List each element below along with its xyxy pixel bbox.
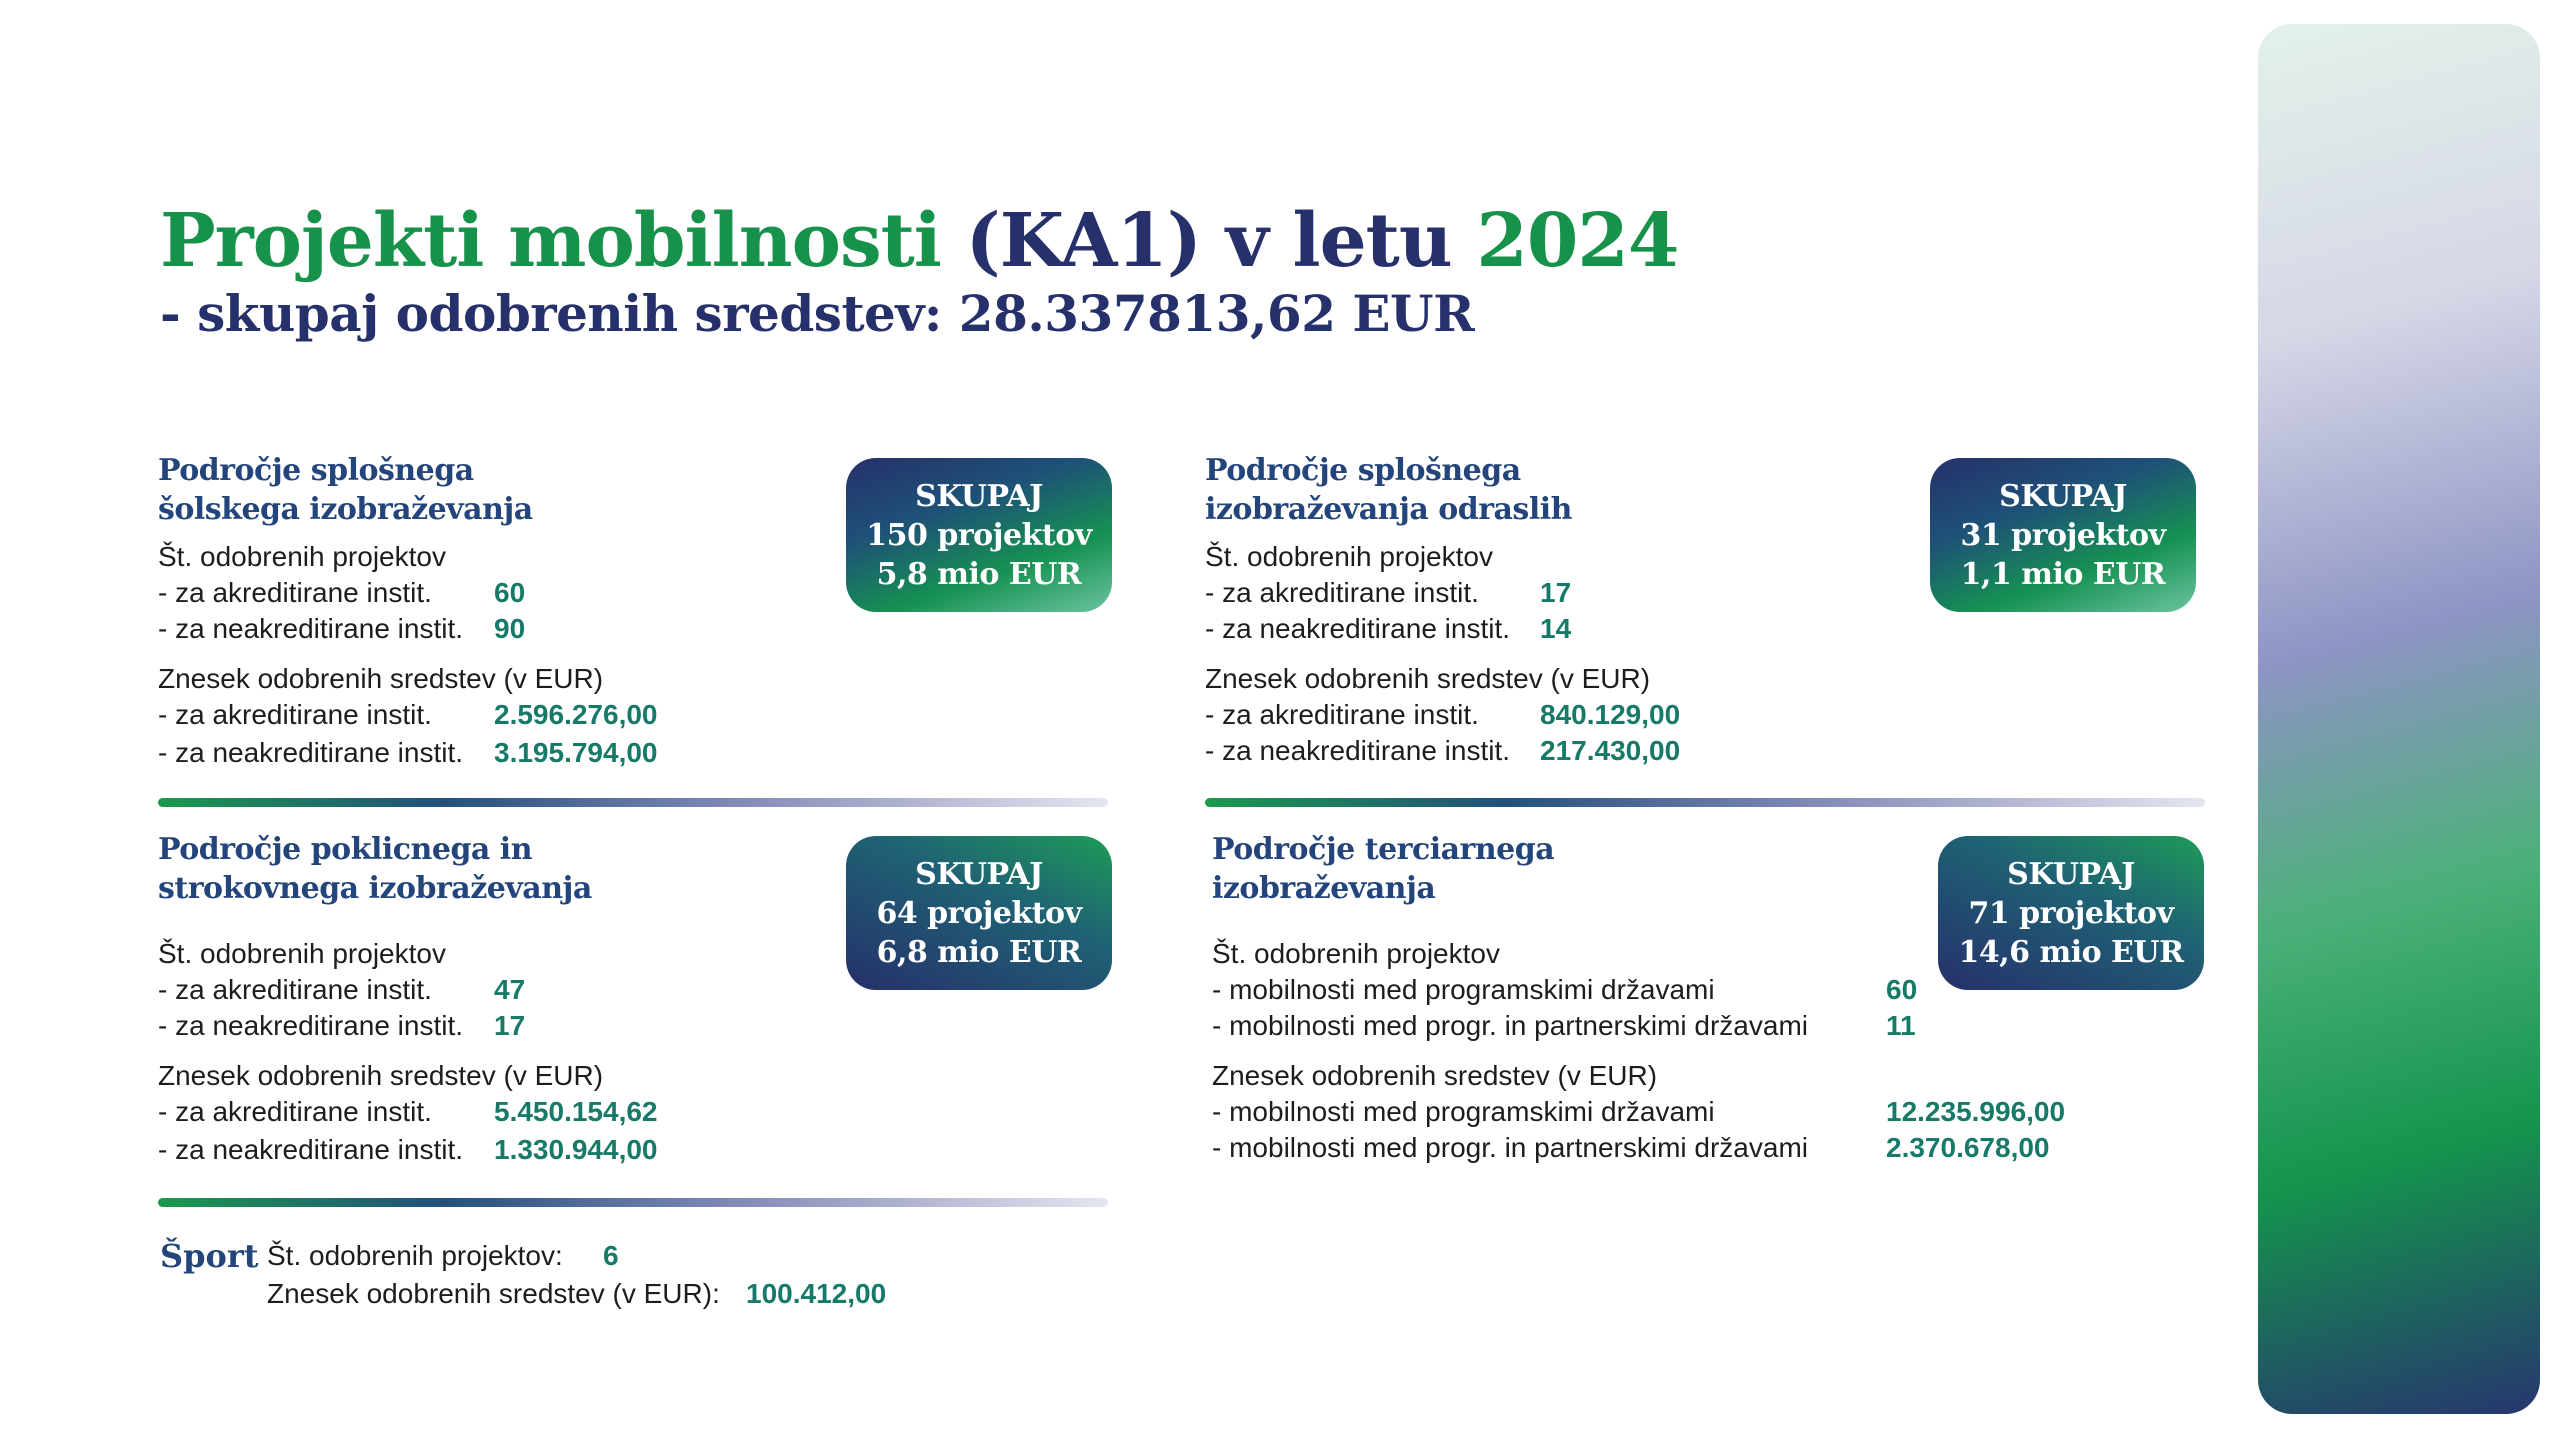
- projects-heading: Št. odobrenih projektov: [158, 541, 446, 572]
- accredited-amount-value: 2.596.276,00: [494, 699, 658, 730]
- non-accredited-projects-value: 90: [494, 613, 526, 644]
- programme-countries-label: - mobilnosti med programskimi državami: [1212, 974, 1715, 1005]
- amount-heading: Znesek odobrenih sredstev (v EUR): [158, 1060, 604, 1091]
- non-accredited-label: - za neakreditirane instit.: [1205, 613, 1511, 644]
- partner-countries-amount-value: 2.370.678,00: [1886, 1132, 2050, 1163]
- title-year: 2024: [1476, 198, 1679, 284]
- sport-projects-label: Št. odobrenih projektov:: [267, 1240, 563, 1271]
- accredited-projects-value: 47: [494, 974, 526, 1005]
- non-accredited-amount-value: 3.195.794,00: [494, 737, 658, 768]
- accredited-amount-value: 5.450.154,62: [494, 1096, 658, 1127]
- section-divider: [1205, 798, 2205, 807]
- programme-countries-projects-value: 60: [1886, 974, 1918, 1005]
- title-part-1: Projekti mobilnosti: [160, 198, 941, 284]
- amount-heading: Znesek odobrenih sredstev (v EUR): [158, 663, 604, 694]
- programme-countries-label: - mobilnosti med programskimi državami: [1212, 1096, 1715, 1127]
- accredited-projects-value: 60: [494, 577, 526, 608]
- decorative-gradient-panel: [2258, 24, 2540, 1414]
- projects-heading: Št. odobrenih projektov: [1212, 938, 1500, 969]
- accredited-label: - za akreditirane instit.: [158, 1096, 432, 1127]
- non-accredited-projects-value: 17: [494, 1010, 526, 1041]
- section-title: Področje splošnega izobraževanja odraslih: [1205, 453, 1572, 527]
- partner-countries-label: - mobilnosti med progr. in partnerskimi državami: [1212, 1132, 1808, 1163]
- amount-heading: Znesek odobrenih sredstev (v EUR): [1212, 1060, 1658, 1091]
- accredited-label: - za akreditirane instit.: [1205, 699, 1479, 730]
- accredited-projects-value: 17: [1540, 577, 1572, 608]
- section-title: Področje terciarnega izobraževanja: [1212, 832, 1555, 906]
- programme-countries-amount-value: 12.235.996,00: [1886, 1096, 2066, 1127]
- total-badge: SKUPAJ 64 projektov 6,8 mio EUR: [846, 836, 1112, 990]
- accredited-amount-value: 840.129,00: [1540, 699, 1681, 730]
- sport-amount-label: Znesek odobrenih sredstev (v EUR):: [267, 1278, 720, 1309]
- non-accredited-projects-value: 14: [1540, 613, 1572, 644]
- accredited-label: - za akreditirane instit.: [158, 974, 432, 1005]
- projects-heading: Št. odobrenih projektov: [158, 938, 446, 969]
- section-title: Področje splošnega šolskega izobraževanja: [158, 453, 533, 527]
- non-accredited-label: - za neakreditirane instit.: [158, 613, 464, 644]
- sport-amount-value: 100.412,00: [746, 1278, 887, 1309]
- non-accredited-label: - za neakreditirane instit.: [158, 737, 464, 768]
- non-accredited-label: - za neakreditirane instit.: [1205, 735, 1511, 766]
- section-title: Področje poklicnega in strokovnega izobraževanja: [158, 832, 592, 906]
- partner-countries-label: - mobilnosti med progr. in partnerskimi državami: [1212, 1010, 1808, 1041]
- page-subtitle: - skupaj odobrenih sredstev: 28.337813,62 EUR: [160, 284, 1475, 343]
- sport-label: Šport: [160, 1237, 259, 1275]
- total-badge: SKUPAJ 31 projektov 1,1 mio EUR: [1930, 458, 2196, 612]
- total-badge: SKUPAJ 150 projektov 5,8 mio EUR: [846, 458, 1112, 612]
- sport-projects-value: 6: [603, 1240, 619, 1271]
- accredited-label: - za akreditirane instit.: [158, 699, 432, 730]
- accredited-label: - za akreditirane instit.: [1205, 577, 1479, 608]
- non-accredited-label: - za neakreditirane instit.: [158, 1134, 464, 1165]
- projects-heading: Št. odobrenih projektov: [1205, 541, 1493, 572]
- total-badge: SKUPAJ 71 projektov 14,6 mio EUR: [1938, 836, 2204, 990]
- partner-countries-projects-value: 11: [1886, 1010, 1916, 1041]
- title-part-2: (KA1) v letu: [940, 198, 1477, 284]
- section-divider: [158, 798, 1108, 807]
- non-accredited-amount-value: 1.330.944,00: [494, 1134, 658, 1165]
- section-divider: [158, 1198, 1108, 1207]
- non-accredited-label: - za neakreditirane instit.: [158, 1010, 464, 1041]
- accredited-label: - za akreditirane instit.: [158, 577, 432, 608]
- non-accredited-amount-value: 217.430,00: [1540, 735, 1681, 766]
- amount-heading: Znesek odobrenih sredstev (v EUR): [1205, 663, 1651, 694]
- page-title: [160, 196, 1678, 286]
